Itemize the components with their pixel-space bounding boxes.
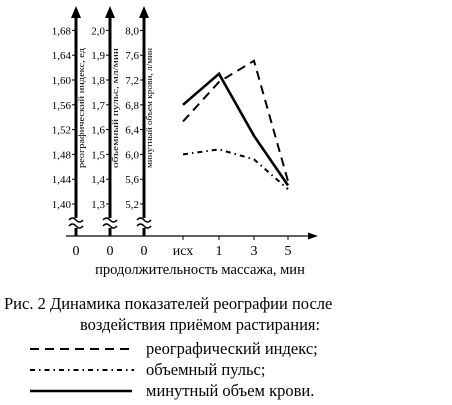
y-tick-label: 1,40	[51, 199, 71, 211]
y-tick-label: 1,4	[91, 174, 105, 187]
y-axis-label: реографический индекс, ед	[77, 75, 86, 168]
y-tick-label: 6,0	[125, 149, 139, 162]
figure-caption-line1: Рис. 2 Динамика показателей реографии после	[4, 294, 333, 313]
y-tick-label: 5,6	[125, 174, 139, 187]
y-tick-label: 1,5	[91, 149, 105, 162]
y-tick-label: 1,48	[51, 149, 71, 162]
y-tick-label: 1,3	[91, 199, 105, 211]
x-tick-label: исх	[172, 244, 194, 259]
axis-break-icon	[69, 224, 83, 228]
y-tick-label: 1,44	[51, 174, 71, 187]
y-tick-label: 1,7	[91, 99, 105, 112]
y-axis-label: объемный пульс, мл/мин	[111, 83, 120, 168]
x-axis-arrow-icon	[308, 233, 318, 240]
y-tick-label: 1,52	[51, 124, 71, 137]
y-axis-arrow-icon	[71, 6, 81, 18]
y-tick-label: 6,4	[125, 124, 139, 137]
legend-label: объемный пульс;	[146, 360, 266, 379]
y-axis-arrow-icon	[139, 6, 149, 18]
y-tick-label: 5,2	[125, 199, 139, 211]
y-tick-label: 2,0	[91, 25, 105, 38]
axis-break-icon	[137, 218, 151, 222]
y-tick-label: 1,60	[51, 75, 71, 87]
legend-label: минутный объем крови.	[146, 381, 315, 400]
series-line-dash-dot	[183, 149, 288, 189]
x-tick-label: 0	[106, 244, 114, 259]
axis-break-icon	[103, 224, 117, 228]
y-tick-label: 8,0	[125, 25, 139, 38]
x-tick-label: 3	[250, 244, 258, 259]
y-tick-label: 1,8	[91, 75, 105, 87]
figure-caption-line2: воздействия приёмом растирания:	[80, 315, 321, 334]
y-tick-label: 1,9	[91, 50, 105, 63]
series-line-solid	[183, 74, 288, 186]
x-tick-label: 5	[284, 244, 292, 259]
y-axis-arrow-icon	[105, 6, 115, 18]
legend-swatch-dashed	[28, 343, 138, 355]
axis-break-icon	[137, 224, 151, 228]
axis-break-icon	[69, 218, 83, 222]
legend-swatch-solid	[28, 385, 138, 397]
y-tick-label: 7,2	[125, 75, 139, 87]
x-tick-label: 1	[215, 244, 223, 259]
y-tick-label: 1,64	[51, 50, 71, 63]
y-tick-label: 1,56	[51, 99, 71, 112]
x-tick-label: 0	[72, 244, 80, 259]
legend-label: реографический индекс;	[146, 339, 318, 358]
y-tick-label: 7,6	[125, 50, 139, 63]
x-tick-label: 0	[140, 244, 148, 259]
y-tick-label: 1,6	[91, 124, 105, 137]
y-axis-label: минутный объем крови, л/мин	[145, 64, 154, 168]
y-tick-label: 1,68	[51, 25, 71, 38]
y-tick-label: 6,8	[125, 99, 139, 112]
axis-break-icon	[103, 218, 117, 222]
legend-swatch-dash-dot	[28, 364, 138, 376]
x-axis-label: продолжительность массажа, мин	[95, 262, 305, 278]
